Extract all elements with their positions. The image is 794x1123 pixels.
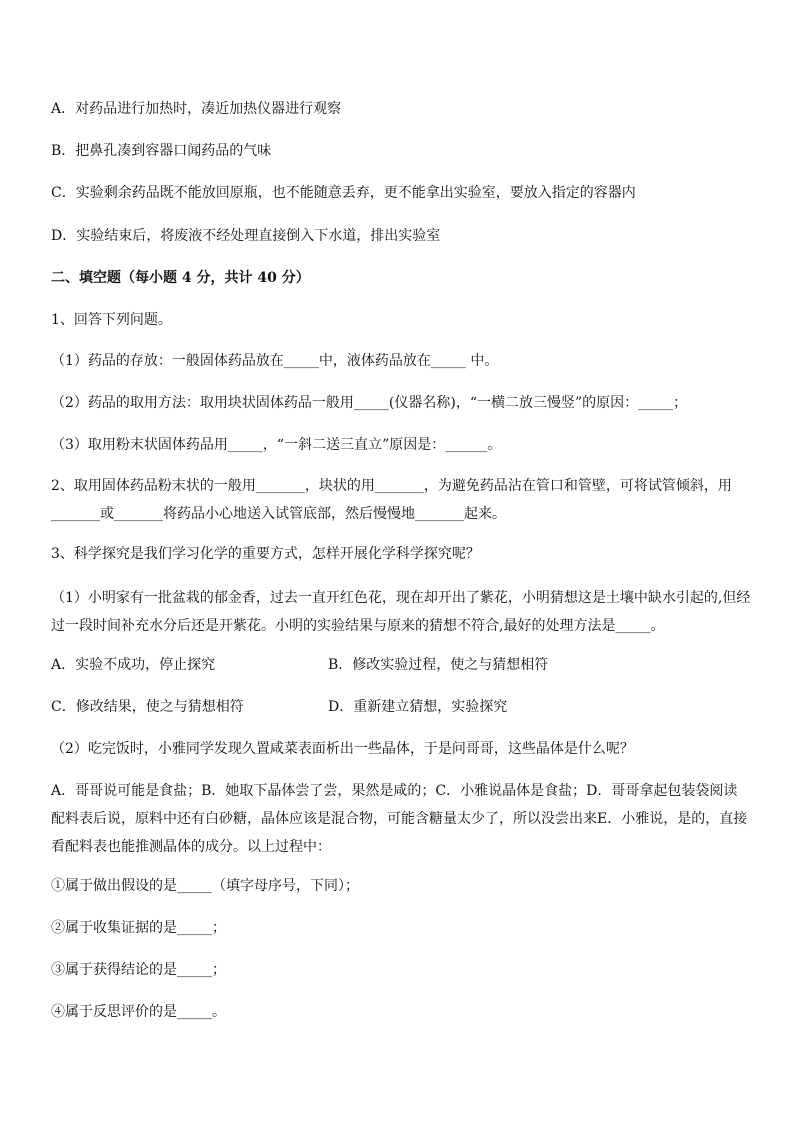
question-3-passage: A．哥哥说可能是食盐；B．她取下晶体尝了尝，果然是咸的；C．小雅说晶体是食盐；D．哥哥拿起包装袋阅读配料表后说，原料中还有白砂糖，晶体应该是混合物，可能含糖量太少了，所以没尝出来E．小雅说，是的，直接看配料表也能推测晶体的成分。以上过程中： (51, 783, 748, 855)
question-3-stem: 3、科学探究是我们学习化学的重要方式，怎样开展化学科学探究呢？ (51, 546, 480, 562)
q3-option-a: A．实验不成功，停止探究 (51, 657, 216, 673)
question-1-stem: 1、回答下列问题。 (51, 312, 172, 328)
question-1-part-1: （1）药品的存放：一般固体药品放在_____中，液体药品放在_____ 中。 (51, 353, 499, 369)
q3-option-d: D．重新建立猜想，实验探究 (328, 699, 508, 715)
q3-blank-conclusion: ③属于获得结论的是_____； (51, 962, 226, 978)
question-2: 2、取用固体药品粉末状的一般用_______，块状的用_______，为避免药品沾在管口和管壁，可将试管倾斜，用_______或_______将药品小心地送入试管底部，然后慢慢地_______起来。 (51, 478, 732, 522)
q3-blank-hypothesis: ①属于做出假设的是_____（填字母序号，下同）； (51, 878, 359, 894)
option-a-prev: A．对药品进行加热时，凑近加热仪器进行观察 (51, 101, 342, 117)
question-1-part-2: （2）药品的取用方法：取用块状固体药品一般用_____(仪器名称)，“一横二放三慢竖”的原因：_____； (51, 395, 688, 411)
option-c-prev: C．实验剩余药品既不能放回原瓶，也不能随意丢弃，更不能拿出实验室，要放入指定的容器内 (51, 185, 636, 201)
q3-blank-evidence: ②属于收集证据的是_____； (51, 920, 226, 936)
option-d-prev: D．实验结束后，将废液不经处理直接倒入下水道，排出实验室 (51, 228, 441, 244)
question-1-part-3: （3）取用粉末状固体药品用_____，“一斜二送三直立”原因是：______。 (51, 437, 502, 453)
q3-blank-reflection: ④属于反思评价的是_____。 (51, 1004, 226, 1020)
question-3-sub-2: （2）吃完饭时，小雅同学发现久置咸菜表面析出一些晶体，于是问哥哥，这些晶体是什么呢？ (51, 741, 634, 757)
question-3-sub-1: （1）小明家有一批盆栽的郁金香，过去一直开红色花，现在却开出了紫花，小明猜想这是土壤中缺水引起的,但经过一段时间补充水分后还是开紫花。小明的实验结果与原来的猜想不符合,最好的处理方法是_____。 (51, 590, 751, 634)
option-b-prev: B．把鼻孔凑到容器口闻药品的气味 (51, 143, 272, 159)
section-heading-fill-blank: 二、填空题（每小题 4 分，共计 40 分） (51, 270, 310, 286)
q3-option-c: C．修改结果，使之与猜想相符 (51, 699, 244, 715)
q3-option-b: B．修改实验过程，使之与猜想相符 (328, 657, 549, 673)
